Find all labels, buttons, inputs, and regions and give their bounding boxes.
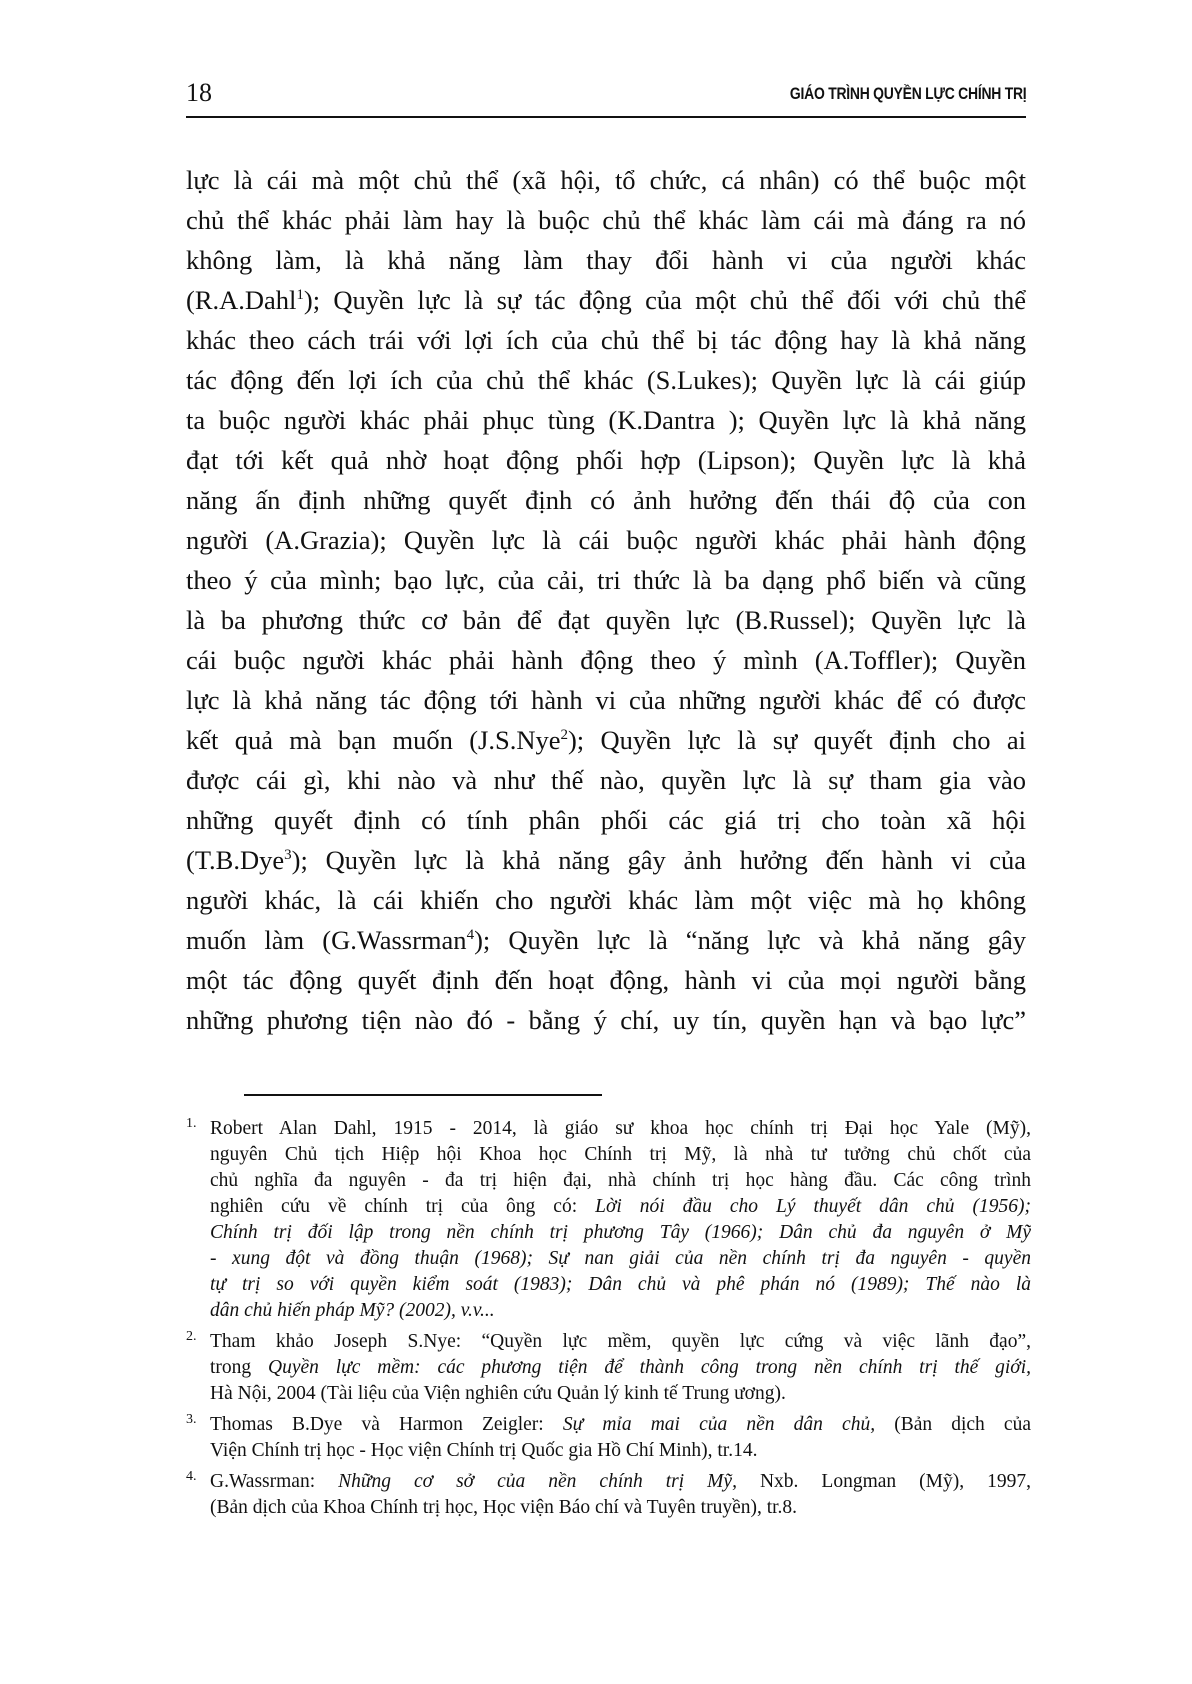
footnote-line: tự trị so với quyền kiểm soát (1983); Dân chủ và phê phán nó (1989); Thế nào là: [210, 1274, 1031, 1295]
footnote-text: (Bản dịch của: [875, 1414, 1031, 1435]
footnote-number: 2.: [186, 1329, 197, 1344]
footnote-marker: 1: [296, 287, 304, 304]
footnote-line: Tham khảo Joseph S.Nye: “Quyền lực mềm, quyền lực cứng và việc lãnh đạo”,: [210, 1331, 1031, 1352]
footnote-4: [186, 1469, 1031, 1521]
footnote-text: nghiên cứu về chính trị của ông có:: [210, 1196, 596, 1217]
footnote-text: trong: [210, 1357, 269, 1378]
text-line: một tác động quyết định đến hoạt động, hành vi của mọi người bằng: [186, 965, 1026, 995]
text-segment: (T.B.Dye: [186, 845, 285, 875]
text-segment: ); Quyền lực là khả năng gây ảnh hưởng đến hành vi của: [291, 845, 1026, 875]
main-text: [186, 160, 1026, 1040]
footnote-number: 4.: [186, 1469, 197, 1484]
footnote-text: Thomas B.Dye và Harmon Zeigler:: [210, 1414, 563, 1435]
text-line: [186, 920, 1026, 960]
text-line: những quyết định có tính phân phối các giá trị cho toàn xã hội: [186, 805, 1026, 835]
text-line: chủ thể khác phải làm hay là buộc chủ thể khác làm cái mà đáng ra nó: [186, 205, 1026, 235]
text-line: [186, 280, 1026, 320]
footnote-line: Hà Nội, 2004 (Tài liệu của Viện nghiên cứu Quản lý kinh tế Trung ương).: [210, 1383, 786, 1404]
footnote-number: 3.: [186, 1412, 197, 1427]
footnote-line: - xung đột và đồng thuận (1968); Sự nan giải của nền chính trị đa nguyên - quyền: [210, 1248, 1031, 1269]
text-segment: ); Quyền lực là sự quyết định cho ai: [567, 725, 1026, 755]
footnotes: [186, 1116, 1031, 1526]
text-line: những phương tiện nào đó - bằng ý chí, uy tín, quyền hạn và bạo lực”: [186, 1005, 1026, 1035]
text-line: ta buộc người khác phải phục tùng (K.Dantra ); Quyền lực là khả năng: [186, 405, 1026, 435]
footnote-marker: 4: [466, 927, 475, 944]
footnote-marker: 2: [560, 727, 568, 744]
footnote-3: [186, 1412, 1031, 1464]
text-segment: (R.A.Dahl: [186, 285, 297, 315]
text-line: người (A.Grazia); Quyền lực là cái buộc người khác phải hành động: [186, 525, 1026, 555]
text-line: là ba phương thức cơ bản để đạt quyền lực (B.Russel); Quyền lực là: [186, 605, 1026, 635]
text-segment: kết quả mà bạn muốn (J.S.Nye: [186, 725, 561, 755]
text-line: theo ý của mình; bạo lực, của cải, tri thức là ba dạng phổ biến và cũng: [186, 565, 1026, 595]
text-segment: ); Quyền lực là “năng lực và khả năng gây: [474, 925, 1026, 955]
footnote-text: G.Wassrman:: [210, 1471, 339, 1492]
page-number: 18: [186, 78, 212, 107]
footnote-line: Viện Chính trị học - Học viện Chính trị Quốc gia Hồ Chí Minh), tr.14.: [210, 1440, 758, 1461]
text-line: không làm, là khả năng làm thay đổi hành vi của người khác: [186, 245, 1026, 275]
text-line: năng ấn định những quyết định có ảnh hưởng đến thái độ của con: [186, 485, 1026, 515]
footnote-1: [186, 1116, 1031, 1324]
text-line: người khác, là cái khiến cho người khác làm một việc mà họ không: [186, 885, 1026, 915]
footnote-line: [210, 1194, 1031, 1220]
footnote-marker: 3: [284, 847, 292, 864]
text-line: được cái gì, khi nào và như thế nào, quyền lực là sự tham gia vào: [186, 765, 1026, 795]
page-header: [186, 76, 1026, 118]
footnote-line: [210, 1469, 1031, 1495]
footnote-text: Nxb. Longman (Mỹ), 1997,: [736, 1471, 1031, 1492]
work-title: Những cơ sở của nền chính trị Mỹ,: [338, 1471, 737, 1492]
text-line: [186, 840, 1026, 880]
footnote-line: chủ nghĩa đa nguyên - đa trị hiện đại, nhà chính trị học hàng đầu. Các công trình: [210, 1170, 1031, 1191]
footnote-number: 1.: [186, 1116, 197, 1131]
text-line: cái buộc người khác phải hành động theo ý mình (A.Toffler); Quyền: [186, 645, 1026, 675]
footnote-2: [186, 1329, 1031, 1407]
footnote-line: [210, 1412, 1031, 1438]
footnote-line: dân chủ hiến pháp Mỹ? (2002), v.v...: [210, 1300, 495, 1321]
text-line: lực là cái mà một chủ thể (xã hội, tổ chức, cá nhân) có thể buộc một: [186, 165, 1026, 195]
work-title: Lời nói đầu cho Lý thuyết dân chủ (1956);: [595, 1196, 1031, 1217]
footnote-divider: [244, 1094, 602, 1096]
text-line: khác theo cách trái với lợi ích của chủ thể bị tác động hay là khả năng: [186, 325, 1026, 355]
running-title: GIÁO TRÌNH QUYỀN LỰC CHÍNH TRỊ: [789, 84, 1026, 103]
footnote-line: nguyên Chủ tịch Hiệp hội Khoa học Chính trị Mỹ, là nhà tư tưởng chủ chốt của: [210, 1144, 1031, 1165]
text-line: lực là khả năng tác động tới hành vi của những người khác để có được: [186, 685, 1026, 715]
work-title: Quyền lực mềm: các phương tiện để thành công trong nền chính trị thế giới,: [268, 1357, 1031, 1378]
text-segment: muốn làm (G.Wassrman: [186, 925, 467, 955]
work-title: Sự mỉa mai của nền dân chủ,: [562, 1414, 876, 1435]
text-line: đạt tới kết quả nhờ hoạt động phối hợp (Lipson); Quyền lực là khả: [186, 445, 1026, 475]
footnote-line: Robert Alan Dahl, 1915 - 2014, là giáo sư khoa học chính trị Đại học Yale (Mỹ),: [210, 1118, 1031, 1139]
footnote-line: (Bản dịch của Khoa Chính trị học, Học viện Báo chí và Tuyên truyền), tr.8.: [210, 1497, 798, 1518]
footnote-line: [210, 1355, 1031, 1381]
text-line: [186, 720, 1026, 760]
text-segment: ); Quyền lực là sự tác động của một chủ thể đối với chủ thể: [303, 285, 1026, 315]
text-line: tác động đến lợi ích của chủ thể khác (S.Lukes); Quyền lực là cái giúp: [186, 365, 1026, 395]
footnote-line: Chính trị đối lập trong nền chính trị phương Tây (1966); Dân chủ đa nguyên ở Mỹ: [210, 1222, 1031, 1243]
